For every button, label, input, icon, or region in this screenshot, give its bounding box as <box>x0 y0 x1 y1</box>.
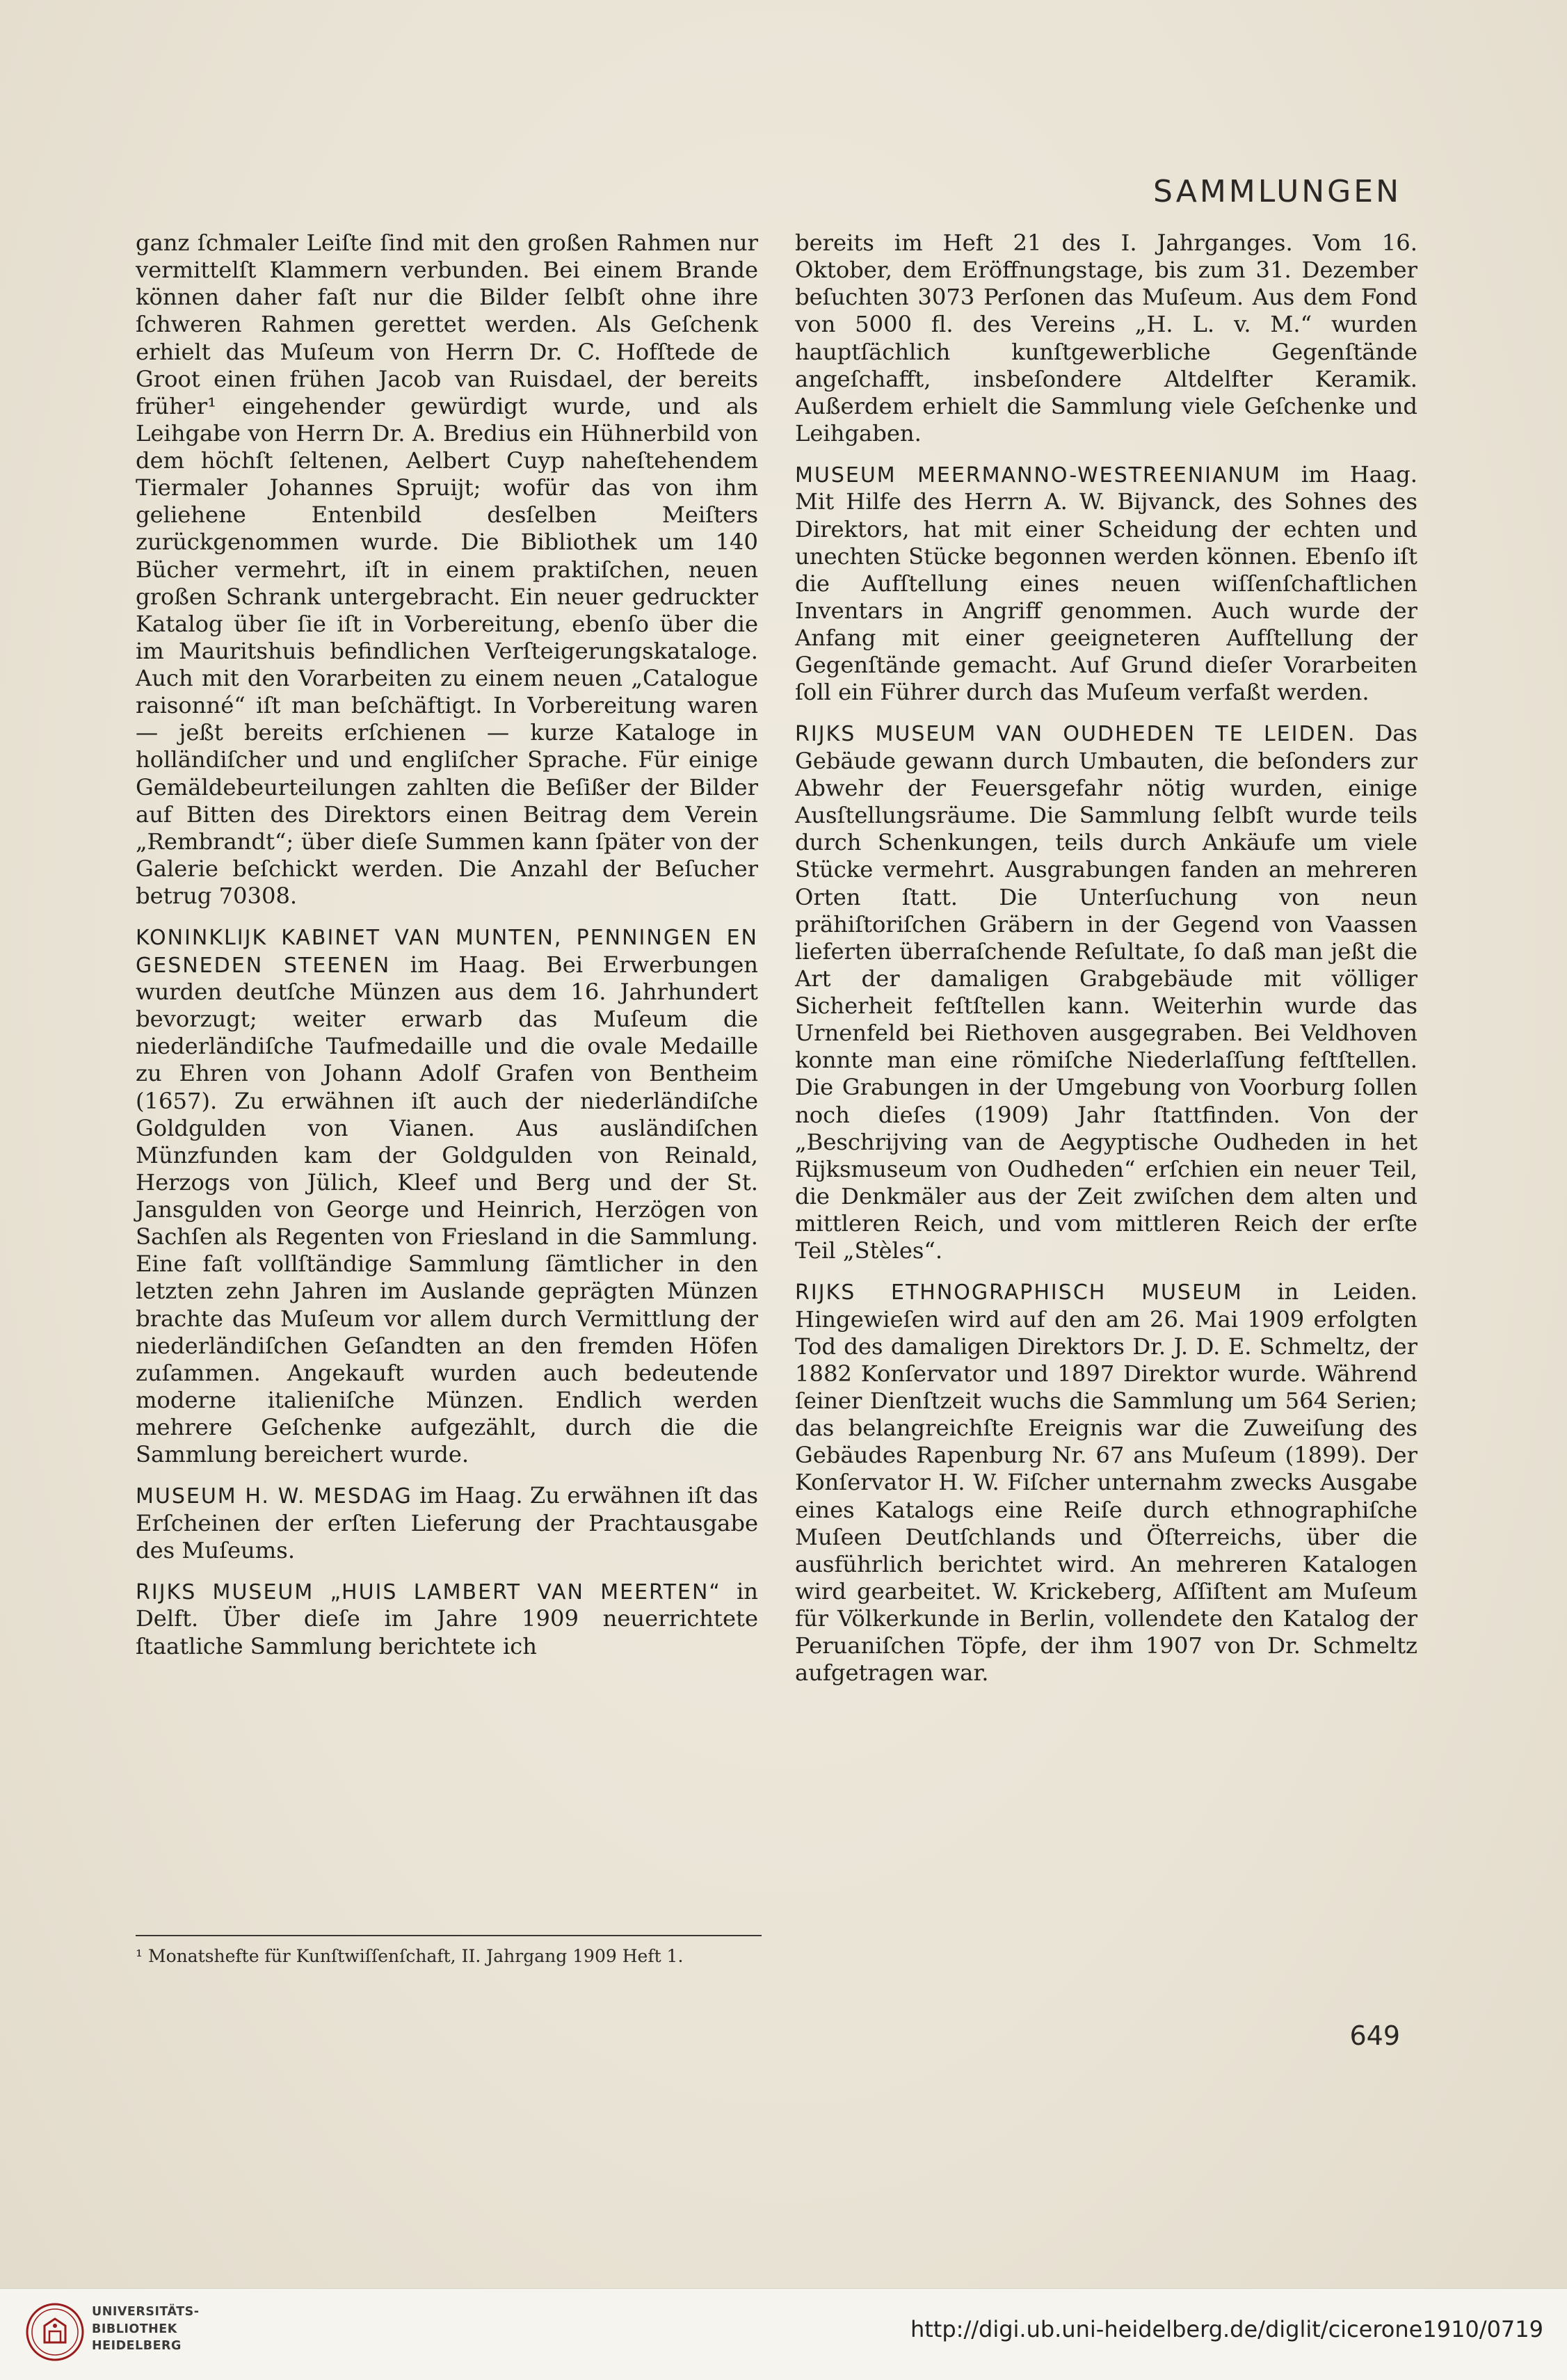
paragraph-text: Das Gebäude gewann durch Umbauten, die beſonders zur Abwehr der Feuersgefahr nötig wurden, einige Ausſtellungsräume. Die Sammlung ſelbſt wurde teils durch Schenkungen, teils durch Ankäufe um viele Stücke vermehrt. Ausgrabungen fanden an mehreren Orten ſtatt. Die Unterſuchung von neun prähiſtoriſchen Gräbern in der Gegend von Vaassen lieferten überraſchende Reſultate, ſo daß man jeßt die Art der damaligen Grabgebäude mit völliger Sicherheit feſtſtellen kann. Weiterhin wurde das Urnenfeld bei Riethoven ausgegraben. Bei Veldhoven konnte man eine römiſche Niederlaſſung feſtſtellen. Die Grabungen in der Umgebung von Voorburg ſollen noch dieſes (1909) Jahr ſtattfinden. Von der „Beschrijving van de Aegyptische Oudheden in het Rijksmuseum von Oudheden“ erſchien ein neuer Teil, die Denkmäler aus der Zeit zwiſchen dem alten und mittleren Reich, und vom mittleren Reich der erſte Teil „Stèles“. <box>795 720 1418 1264</box>
library-logo-text <box>92 2303 200 2355</box>
paragraph <box>795 230 1417 447</box>
paragraph <box>136 924 758 1468</box>
paragraph <box>795 461 1417 706</box>
right-column <box>795 230 1417 1700</box>
page-number: 649 <box>1349 2020 1400 2051</box>
section-heading: MUSEUM MEERMANNO-WESTREENIANUM <box>795 463 1281 488</box>
paragraph <box>136 1482 758 1564</box>
section-heading: MUSEUM H. W. MESDAG <box>136 1484 412 1509</box>
running-title: SAMMLUNGEN <box>1152 174 1401 209</box>
university-seal-icon <box>25 2302 85 2362</box>
footnote-divider <box>136 1935 762 1936</box>
paragraph <box>136 1578 758 1660</box>
paragraph-text: ganz ſchmaler Leiſte ſind mit den großen Rahmen nur vermittelſt Klammern verbunden. Bei einem Brande können daher faſt nur die Bilder ſelbſt ohne ihre ſchweren Rahmen gerettet werden. Als Geſchenk erhielt das Muſeum von Herrn Dr. C. Hofſtede de Groot einen frühen Jacob van Ruisdael, der bereits früher¹ eingehender gewürdigt wurde, und als Leihgabe von Herrn Dr. A. Bredius ein Hühnerbild von dem höchſt ſeltenen, Aelbert Cuyp naheſtehendem Tiermaler Johannes Spruijt; wofür das von ihm geliehene Entenbild desſelben Meiſters zurückgenommen wurde. Die Bibliothek um 140 Bücher vermehrt, iſt in einem praktiſchen, neuen großen Schrank untergebracht. Ein neuer gedruckter Katalog über ſie iſt in Vorbereitung, ebenſo über die im Mauritshuis befindlichen Verſteigerungskataloge. Auch mit den Vorarbeiten zu einem neuen „Catalogue raisonné“ iſt man beſchäftigt. In Vorbereitung waren — jeßt bereits erſchienen — kurze Kataloge in holländiſcher und und engliſcher Sprache. Für einige Gemäldebeurteilungen zahlten die Beſißer der Bilder auf Bitten des Direktors einen Beitrag dem Verein „Rembrandt“; über dieſe Summen kann ſpäter von der Galerie beſchickt werden. Die Anzahl der Beſucher betrug 70308. <box>136 230 758 909</box>
paragraph <box>795 1278 1417 1687</box>
source-url-link[interactable]: http://digi.ub.uni-heidelberg.de/diglit/cicerone1910/0719 <box>910 2316 1543 2342</box>
logo-line: UNIVERSITÄTS- <box>92 2305 200 2319</box>
paragraph-text: bereits im Heft 21 des I. Jahrganges. Vom 16. Oktober, dem Eröffnungstage, bis zum 31. Dezember beſuchten 3073 Perſonen das Muſeum. Aus dem Fond von 5000 fl. des Vereins „H. L. v. M.“ wurden hauptſächlich kunſtgewerbliche Gegenſtände angeſchafft, insbeſondere Altdelfter Keramik. Außerdem erhielt die Sammlung viele Geſchenke und Leihgaben. <box>795 230 1417 447</box>
paragraph <box>136 230 758 910</box>
section-heading: KONINKLIJK KABINET VAN MUNTEN, PENNINGEN EN GESNEDEN STEENEN <box>136 926 758 978</box>
paragraph-text: in Leiden. Hingewieſen wird auf den am 26. Mai 1909 erfolgten Tod des damaligen Direktors Dr. J. D. E. Schmeltz, der 1882 Konſervator und 1897 Direktor wurde. Während ſeiner Dienſtzeit wuchs die Sammlung um 564 Serien; das belangreichſte Ereignis war die Zuweiſung des Gebäudes Rapenburg Nr. 67 ans Muſeum (1899). Der Konſervator H. W. Fiſcher unternahm zwecks Ausgabe eines Katalogs eine Reiſe durch ethnographiſche Muſeen Deutſchlands und Öſterreichs, über die ausführlich berichtet wird. An mehreren Katalogen wird gearbeitet. W. Krickeberg, Aſſiſtent am Muſeum für Völkerkunde in Berlin, vollendete den Katalog der Peruaniſchen Töpfe, der ihm 1907 von Dr. Schmeltz aufgetragen war. <box>795 1278 1417 1687</box>
left-column <box>136 230 758 1674</box>
paragraph <box>795 720 1417 1264</box>
logo-line: HEIDELBERG <box>92 2339 182 2353</box>
section-heading: RIJKS MUSEUM „HUIS LAMBERT VAN MEERTEN“ <box>136 1579 721 1605</box>
paragraph-text: im Haag. Bei Erwerbungen wurden deutſche Münzen aus dem 16. Jahrhundert bevorzugt; weiter erwarb das Muſeum die niederländiſche Taufmedaille und die ovale Medaille zu Ehren von Johann Adolf Grafen von Bentheim (1657). Zu erwähnen iſt auch der niederländiſche Goldgulden von Vianen. Aus ausländiſchen Münzfunden kam der Goldgulden von Reinald, Herzogs von Jülich, Kleef und Berg und der St. Jansgulden von George und Heinrich, Herzögen von Sachſen als Regenten von Friesland in die Sammlung. Eine faſt vollſtändige Sammlung ſämtlicher in den letzten zehn Jahren im Auslande geprägten Münzen brachte das Muſeum vor allem durch Vermittlung der niederländiſchen Geſandten an den fremden Höfen zuſammen. Angekauft wurden auch bedeutende moderne italieniſche Münzen. Endlich werden mehrere Geſchenke aufgezählt, durch die die Sammlung bereichert wurde. <box>136 951 758 1468</box>
logo-line: BIBLIOTHEK <box>92 2322 177 2336</box>
paragraph-text: im Haag. Mit Hilfe des Herrn A. W. Bijvanck, des Sohnes des Direktors, hat mit einer Scheidung der echten und unechten Stücke begonnen werden können. Ebenſo iſt die Aufſtellung eines neuen wiſſenſchaftlichen Inventars in Angriff genommen. Auch wurde der Anfang mit einer geeigneteren Aufſtellung der Gegenſtände gemacht. Auf Grund dieſer Vorarbeiten ſoll ein Führer durch das Muſeum verfaßt werden. <box>795 461 1417 706</box>
paragraph-text: in Delft. Über dieſe im Jahre 1909 neuerrichtete ſtaatliche Sammlung berichtete ich <box>136 1577 758 1659</box>
footnote: ¹ Monatshefte für Kunſtwiſſenſchaft, II. Jahrgang 1909 Heft 1. <box>136 1946 684 1966</box>
section-heading: RIJKS ETHNOGRAPHISCH MUSEUM <box>795 1280 1243 1305</box>
paragraph-text: im Haag. Zu erwähnen iſt das Erſcheinen der erſten Lieferung der Prachtausgabe des Muſeums. <box>136 1482 758 1563</box>
section-heading: RIJKS MUSEUM VAN OUDHEDEN TE LEIDEN. <box>795 722 1356 747</box>
